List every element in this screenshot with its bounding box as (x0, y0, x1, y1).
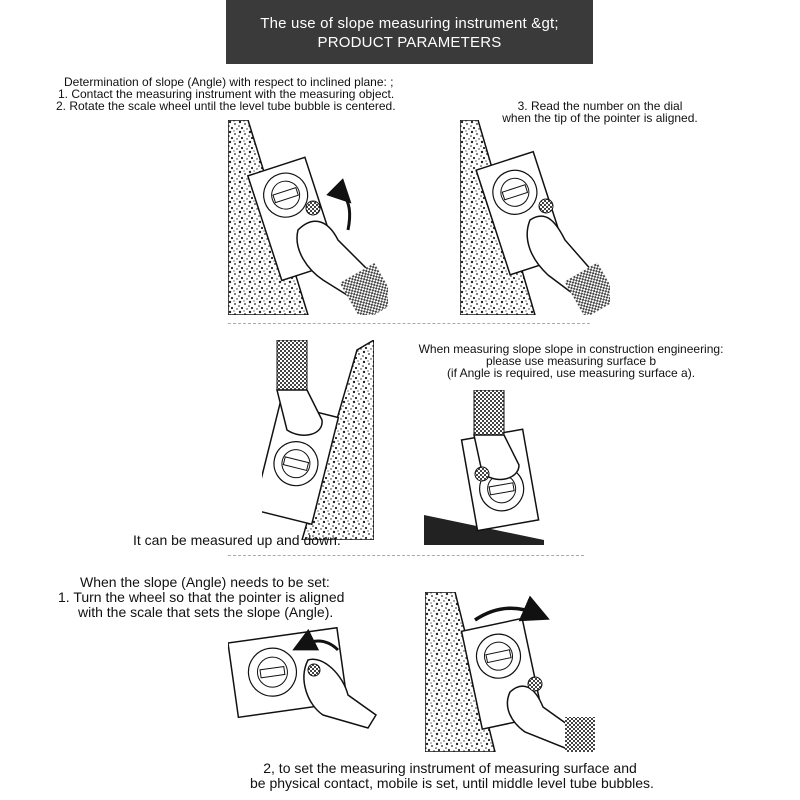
section2-note-line2: please use measuring surface b (485, 354, 657, 368)
section1-step3-line2: when the tip of the pointer is aligned. (502, 111, 698, 125)
page-title: The use of slope measuring instrument &gt; (260, 15, 559, 32)
section3-contact-line1: 2, to set the measuring instrument of measuring surface and (263, 760, 637, 776)
illustration-set-angle (228, 620, 378, 730)
section1-step2: 2. Rotate the scale wheel until the level tube bubble is centered. (56, 99, 396, 113)
section2-updown: It can be measured up and down. (133, 532, 341, 548)
header-banner (226, 0, 593, 64)
section1-step1: 1. Contact the measuring instrument with the measuring object. (58, 87, 395, 101)
illustration-measure-surface-b (424, 390, 544, 545)
section1-step3-line1: 3. Read the number on the dial (517, 99, 683, 113)
page-subtitle: PRODUCT PARAMETERS (317, 34, 502, 51)
illustration-contact-surface (425, 592, 595, 752)
section2-note-line1: When measuring slope slope in construction engineering: (418, 342, 724, 356)
hand-illustration (527, 199, 610, 315)
section3-set-line1: When the slope (Angle) needs to be set: (80, 574, 330, 590)
section3-contact-line2: be physical contact, mobile is set, until middle level tube bubbles. (250, 775, 654, 791)
illustration-read-dial (460, 120, 610, 315)
illustration-measure-up (262, 340, 374, 540)
section-divider-1 (228, 323, 590, 324)
section1-intro: Determination of slope (Angle) with respect to inclined plane: ; (64, 75, 394, 89)
rotation-arrow-icon (475, 608, 537, 620)
section-divider-2 (228, 555, 584, 556)
section2-note-line3: (if Angle is required, use measuring surface a). (446, 366, 696, 380)
rotation-arrow-icon (343, 195, 350, 230)
section3-set-line3: with the scale that sets the slope (Angle). (78, 604, 334, 620)
section3-set-line2: 1. Turn the wheel so that the pointer is aligned (58, 589, 345, 605)
hand-illustration (507, 677, 595, 752)
illustration-contact-instrument (228, 120, 388, 315)
